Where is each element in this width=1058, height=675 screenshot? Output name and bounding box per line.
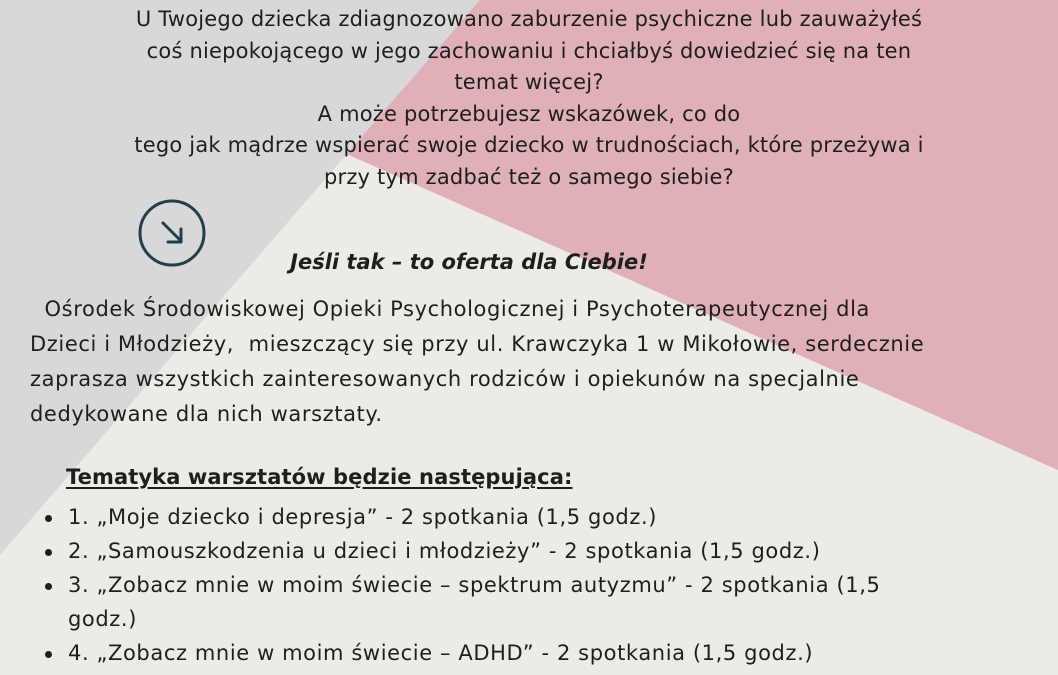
intro-line: A może potrzebujesz wskazówek, co do	[317, 101, 741, 126]
intro-line: coś niepokojącego w jego zachowaniu i chciałbyś dowiedzieć się na ten	[146, 38, 912, 63]
list-item-text-continued: godz.)	[68, 607, 137, 631]
list-item	[44, 500, 880, 534]
list-item	[44, 568, 880, 636]
description-paragraph	[30, 292, 1040, 432]
list-item-text: 2. „Samouszkodzenia u dzieci i młodzieży” - 2 spotkania (1,5 godz.)	[68, 539, 821, 563]
topics-list	[44, 500, 880, 670]
list-item-text: 4. „Zobacz mnie w moim świecie – ADHD” - 2 spotkania (1,5 godz.)	[68, 641, 814, 665]
list-item	[44, 534, 880, 568]
description-line: Dzieci i Młodzieży, mieszczący się przy ul. Krawczyka 1 w Mikołowie, serdecznie	[30, 332, 925, 356]
list-item-text: 3. „Zobacz mnie w moim świecie – spektrum autyzmu” - 2 spotkania (1,5	[68, 573, 881, 597]
description-line: dedykowane dla nich warsztaty.	[30, 402, 383, 426]
intro-line: tego jak mądrze wspierać swoje dziecko w trudnościach, które przeżywa i	[134, 133, 924, 157]
description-line: zaprasza wszystkich zainteresowanych rodziców i opiekunów na specjalnie	[30, 367, 860, 391]
description-line: Ośrodek Środowiskowej Opieki Psychologicznej i Psychoterapeutycznej dla	[30, 297, 870, 321]
list-item-text: 1. „Moje dziecko i depresja” - 2 spotkania (1,5 godz.)	[68, 505, 658, 529]
call-to-action: Jeśli tak – to oferta dla Ciebie!	[290, 250, 648, 274]
intro-paragraph	[0, 4, 1058, 193]
intro-line: przy tym zadbać też o samego siebie?	[323, 164, 735, 189]
list-item	[44, 636, 880, 670]
intro-line: temat więcej?	[454, 70, 604, 94]
intro-line: U Twojego dziecka zdiagnozowano zaburzenie psychiczne lub zauważyłeś	[135, 7, 923, 31]
topics-heading: Tematyka warsztatów będzie następująca:	[66, 465, 573, 489]
